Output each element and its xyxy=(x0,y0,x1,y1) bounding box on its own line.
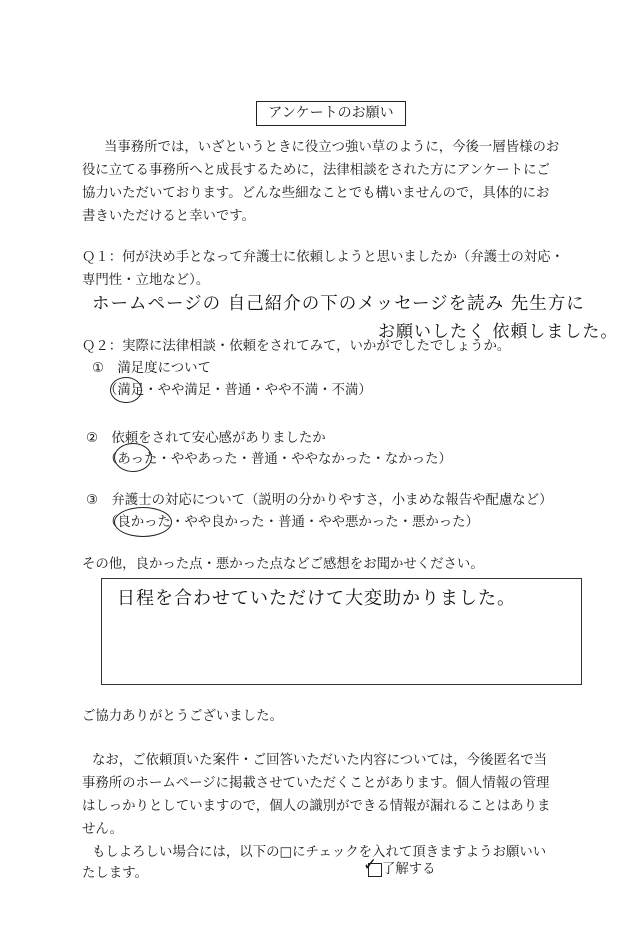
thanks-text: ご協力ありがとうございました。 xyxy=(82,709,283,724)
intro-line: 当事務所では，いざというときに役立つ強い草のように，今後一層皆様のお xyxy=(104,140,560,155)
q2-item-heading: ③ 弁護士の対応について（説明の分かりやすさ，小まめな報告や配慮など） xyxy=(86,493,553,508)
other-prompt: その他，良かった点・悪かった点などご感想をお聞かせください。 xyxy=(82,557,484,572)
notice-line: せん。 xyxy=(82,822,123,837)
q2-item-options: （良かった・やや良かった・普通・やや悪かった・悪かった） xyxy=(104,515,479,530)
consent-checkbox-label: 了解する xyxy=(382,862,436,877)
q1-handwritten-answer-line: お願いしたく 依頼しました。 xyxy=(378,322,619,342)
intro-line: 書きいただけると幸いです。 xyxy=(82,209,256,224)
notice-line: 事務所のホームページに掲載させていただくことがあります。個人情報の管理 xyxy=(82,776,550,791)
selected-answer-circle xyxy=(114,507,172,537)
q2-item-options: （満足・やや満足・普通・やや不満・不満） xyxy=(104,383,372,398)
intro-line: 協力いただいております。どんな些細なことでも構いませんので，具体的にお xyxy=(82,186,550,201)
notice-line: なお，ご依頼頂いた案件・ご回答いただいた内容については，今後匿名で当 xyxy=(92,753,548,768)
consent-line: たします。 xyxy=(82,866,148,881)
intro-line: 役に立てる事務所へと成長するために，法律相談をされた方にアンケートにご xyxy=(82,163,550,178)
q2-item-options: （あった・ややあった・普通・ややなかった・なかった） xyxy=(104,452,452,467)
q1-question-line: Ｑ１：何が決め手となって弁護士に依頼しようと思いましたか（弁護士の対応・ xyxy=(82,250,565,265)
survey-title: アンケートのお願い xyxy=(256,101,406,126)
selected-answer-circle xyxy=(110,377,142,403)
selected-answer-circle xyxy=(114,443,152,472)
q2-item-heading: ① 満足度について xyxy=(92,361,211,376)
notice-line: はしっかりとしていますので，個人の識別ができる情報が漏れることはありま xyxy=(82,799,551,814)
comment-handwritten-answer: 日程を合わせていただけて大変助かりました。 xyxy=(117,588,516,609)
check-icon: ✓ xyxy=(363,855,378,875)
q2-item-heading: ② 依頼をされて安心感がありましたか xyxy=(86,431,326,446)
q1-handwritten-answer-line: ホームページの 自己紹介の下のメッセージを読み 先生方に xyxy=(92,294,585,314)
q1-question-line: 専門性・立地など）。 xyxy=(82,273,210,288)
q2-question: Ｑ２：実際に法律相談・依頼をされてみて，いかがでしたでしょうか。 xyxy=(82,339,511,354)
consent-line: もしよろしい場合には，以下の□にチェックを入れて頂きますようお願いい xyxy=(92,845,547,860)
